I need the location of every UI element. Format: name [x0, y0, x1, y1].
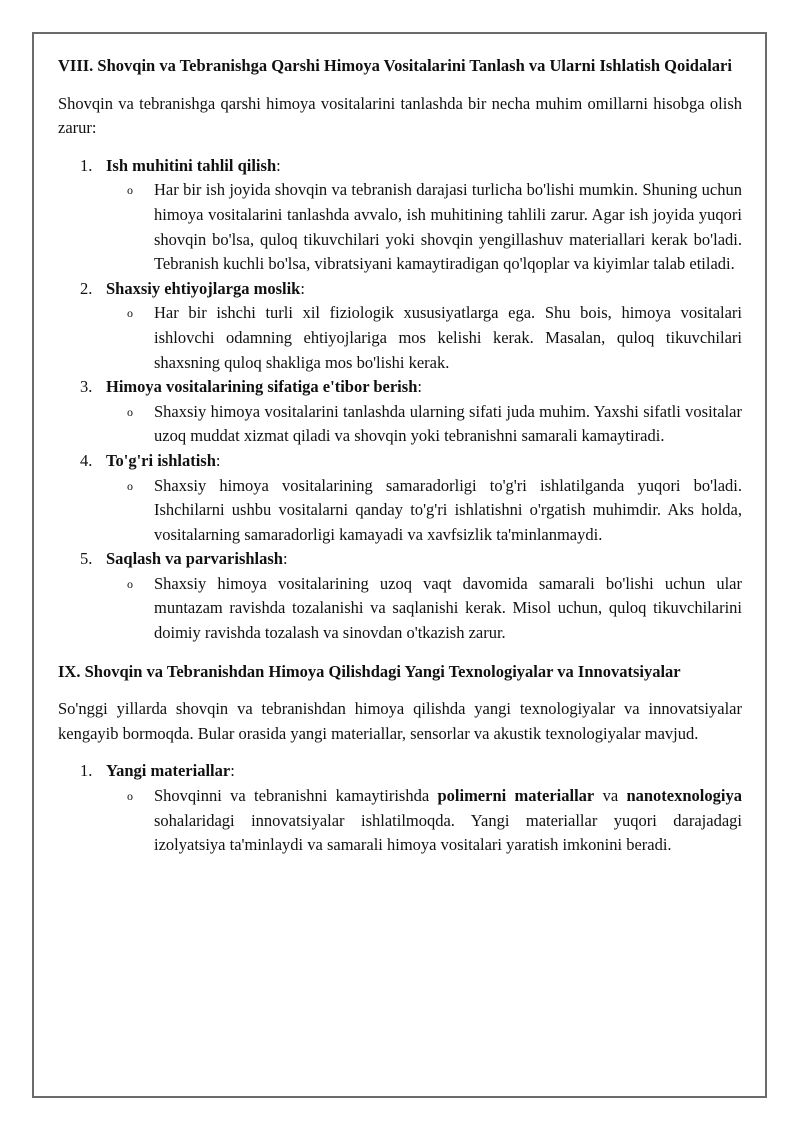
- list-item: [58, 759, 742, 857]
- item-title: Ish muhitini tahlil qilish: [106, 155, 277, 175]
- item-colon: :: [276, 155, 281, 175]
- item-number: 3.: [80, 377, 93, 397]
- item-title: Himoya vositalarining sifatiga e'tibor berish: [106, 377, 418, 397]
- section-8-intro: Shovqin va tebranishga qarshi himoya vositalarini tanlashda bir necha muhim omillarni hisobga olish zarur:: [58, 93, 742, 138]
- sub-list: [106, 178, 742, 276]
- item-number: 2.: [80, 278, 93, 298]
- sub-list: [106, 572, 742, 646]
- bullet-icon: o: [127, 306, 133, 321]
- item-number: 1.: [80, 761, 93, 781]
- bullet-icon: o: [127, 404, 133, 419]
- bullet-icon: o: [127, 478, 133, 493]
- sub-list: [106, 301, 742, 375]
- bullet-icon: o: [127, 576, 133, 591]
- sub-list: [106, 400, 742, 449]
- sub-item-text: Shaxsiy himoya vositalarining samaradorligi to'g'ri ishlatilganda yuqori bo'ladi. Ishchilarni ushbu vositalarni qanday to'g'ri ishlatishni o'rgatish muhimdir. Aks holda, vositalarning samaradorligi kamayadi va xavfsizlik ta'minlanmaydi.: [154, 475, 742, 544]
- sub-item: [106, 474, 742, 548]
- list-item: [58, 154, 742, 277]
- list-item: [58, 375, 742, 449]
- sub-item-text: Har bir ishchi turli xil fiziologik xususiyatlarga ega. Shu bois, himoya vositalari ishlovchi odamning ehtiyojlariga mos kelishi kerak. Masalan, quloq tikuvchilari shaxsning quloq shakliga mos bo'lishi kerak.: [154, 303, 742, 372]
- bullet-icon: o: [127, 183, 133, 198]
- item-colon: :: [230, 761, 235, 781]
- bullet-icon: o: [127, 789, 133, 804]
- section-9-list: [58, 759, 742, 857]
- sub-item: [106, 178, 742, 276]
- sub-item-text: Shovqinni va tebranishni kamaytirishda: [154, 786, 438, 806]
- bold-term: polimerni materiallar: [437, 786, 595, 806]
- item-title: Yangi materiallar: [106, 761, 231, 781]
- section-8-list: [58, 154, 742, 646]
- sub-list: [106, 784, 742, 858]
- bold-term: nanotexnologiya: [626, 786, 742, 806]
- section-9-heading: IX. Shovqin va Tebranishdan Himoya Qilishdagi Yangi Texnologiyalar va Innovatsiyalar: [58, 661, 681, 681]
- list-item: [58, 277, 742, 375]
- sub-item-text: Shaxsiy himoya vositalarini tanlashda ularning sifati juda muhim. Yaxshi sifatli vositalar uzoq muddat xizmat qiladi va shovqin yoki tebranishni samarali kamaytiradi.: [154, 401, 742, 446]
- sub-item-text: Har bir ish joyida shovqin va tebranish darajasi turlicha bo'lishi mumkin. Shuning uchun himoya vositalarini tanlashda avvalo, ish muhitining tahlili zarur. Agar ish joyida yuqori shovqin bo'lsa, quloq tikuvchilari yoki shovqin yengillashuv materiallari kerak bo'ladi. Tebranish kuchli bo'lsa, vibratsiyani kamaytiradigan qo'lqoplar va kiyimlar talab etiladi.: [154, 180, 742, 274]
- sub-list: [106, 474, 742, 548]
- item-colon: :: [215, 450, 221, 470]
- item-title: Shaxsiy ehtiyojlarga moslik: [106, 278, 301, 298]
- item-colon: :: [300, 278, 305, 298]
- item-colon: :: [417, 377, 422, 397]
- sub-item-text: sohalaridagi innovatsiyalar ishlatilmoqda. Yangi materiallar yuqori darajadagi izolyatsiya ta'minlaydi va samarali himoya vositalari yaratish imkonini beradi.: [154, 810, 742, 855]
- list-item: [58, 449, 742, 547]
- item-colon: :: [282, 549, 288, 569]
- sub-item-text: Shaxsiy himoya vositalarining uzoq vaqt davomida samarali bo'lishi uchun ular muntazam ravishda tozalanishi va saqlanishi kerak. Misol uchun, quloq tikuvchilarini doimiy ravishda tozalash va sinovdan o'tkazish zarur.: [154, 573, 742, 643]
- item-title: To'g'ri ishlatish: [106, 450, 216, 470]
- item-number: 1.: [80, 155, 93, 175]
- item-number: 5.: [80, 549, 93, 569]
- sub-item: [106, 400, 742, 449]
- sub-item-text: va: [594, 786, 627, 806]
- document-body: [58, 54, 742, 858]
- sub-item: [106, 301, 742, 375]
- item-number: 4.: [80, 450, 93, 470]
- item-title: Saqlash va parvarishlash: [106, 549, 283, 569]
- list-item: [58, 547, 742, 645]
- section-8-heading: VIII. Shovqin va Tebranishga Qarshi Himoya Vositalarini Tanlash va Ularni Ishlatish Qoidalari: [58, 56, 732, 75]
- sub-item: [106, 572, 742, 646]
- section-9-intro: So'nggi yillarda shovqin va tebranishdan himoya qilishda yangi texnologiyalar va innovatsiyalar kengayib bormoqda. Bular orasida yangi materiallar, sensorlar va akustik texnologiyalar mavjud.: [58, 699, 742, 743]
- sub-item: [106, 784, 742, 858]
